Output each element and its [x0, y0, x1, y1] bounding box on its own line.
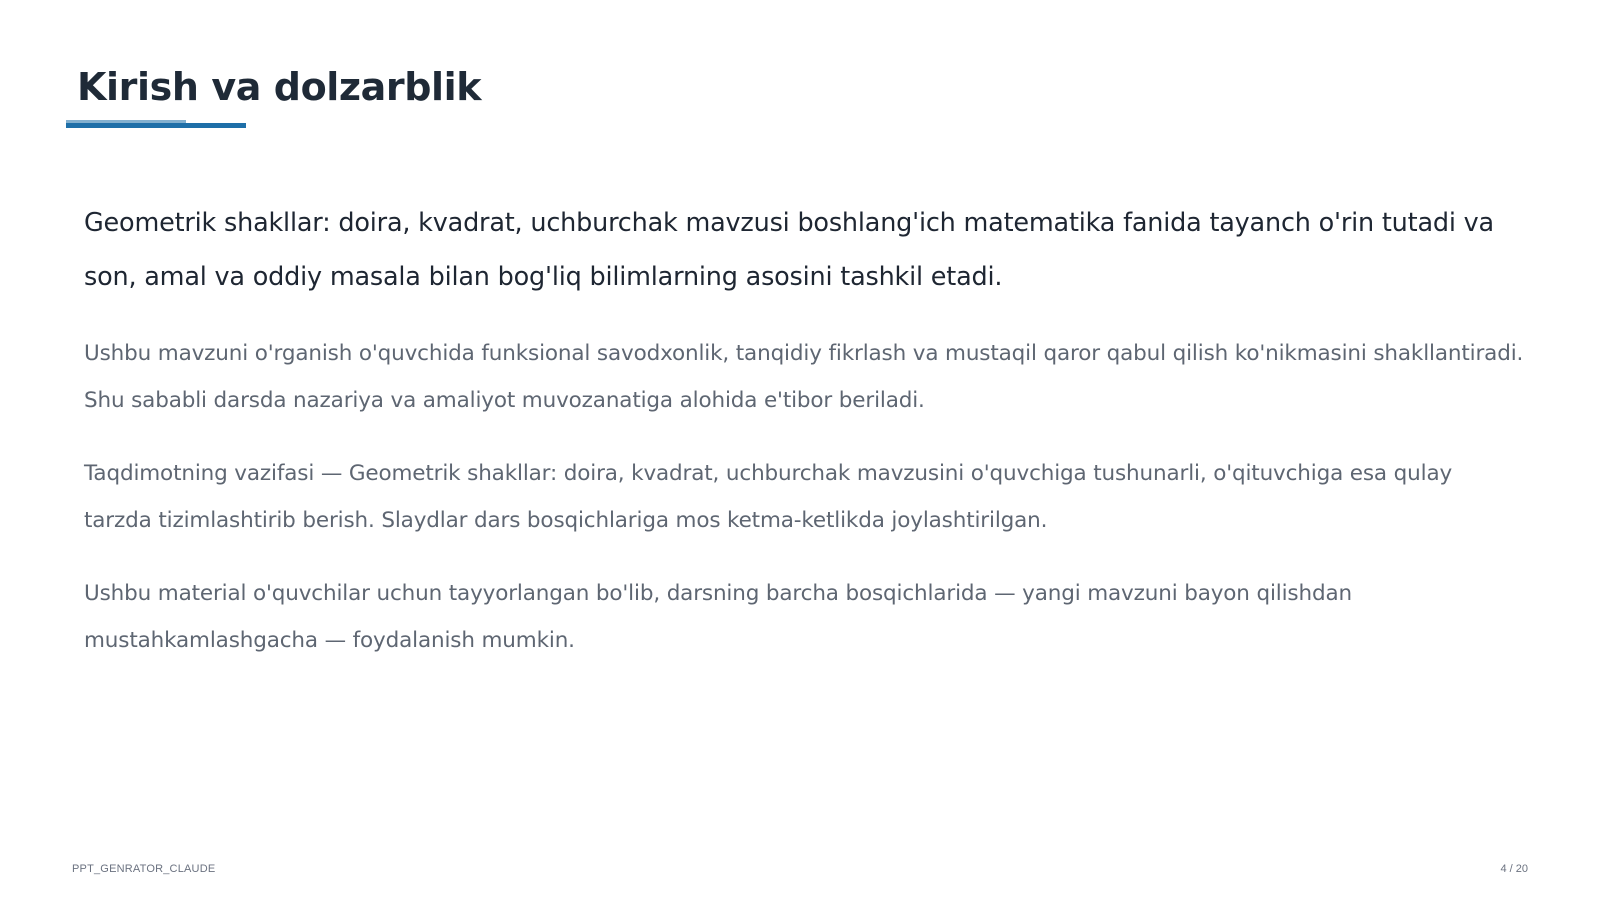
lead-paragraph: Geometrik shakllar: doira, kvadrat, uchburchak mavzusi boshlang'ich matematika fanida tayanch o'rin tutadi va son, amal va oddiy masala bilan bog'liq bilimlarning asosini tashkil etadi. — [84, 208, 1494, 292]
footer-source: PPT_GENRATOR_CLAUDE — [72, 863, 216, 875]
slide-content — [84, 196, 1524, 690]
body-paragraph: Ushbu mavzuni o'rganish o'quvchida funksional savodxonlik, tanqidiy fikrlash va mustaqil qaror qabul qilish ko'nikmasini shakllantiradi. Shu sababli darsda nazariya va amaliyot muvozanatiga alohida e'tibor beriladi. — [84, 341, 1524, 413]
body-paragraph: Taqdimotning vazifasi — Geometrik shakllar: doira, kvadrat, uchburchak mavzusini o'quvchiga tushunarli, o'qituvchiga esa qulay tarzda tizimlashtirib berish. Slaydlar dars bosqichlariga mos ketma-ketlikda joylashtirilgan. — [84, 461, 1453, 533]
page-number: 4 / 20 — [1500, 863, 1528, 875]
body-paragraph: Ushbu material o'quvchilar uchun tayyorlangan bo'lib, darsning barcha bosqichlarida — yangi mavzuni bayon qilishdan mustahkamlashgacha — foydalanish mumkin. — [84, 581, 1352, 653]
slide-title: Kirish va dolzarblik — [77, 65, 482, 109]
title-underline — [66, 123, 246, 128]
